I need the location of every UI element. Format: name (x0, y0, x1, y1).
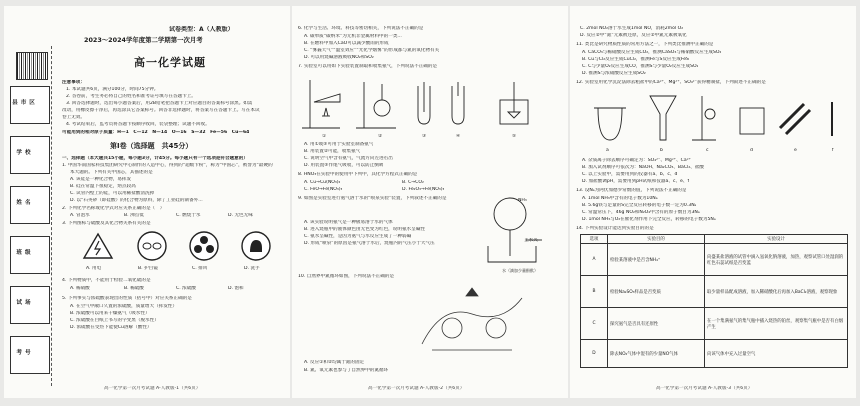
table-cell-goal: 除去NO₂气体中混有的少量NO气体 (608, 340, 705, 368)
strip-label-name: 姓名 (16, 200, 34, 206)
apparatus-label-3: ③ (422, 134, 427, 139)
q9-option-c: C. 氨水呈碱性，是因为氨气与水反应生成了一种弱碱 (304, 234, 412, 239)
table-row (581, 340, 848, 368)
table-cell-option: D (581, 340, 608, 368)
q2-option-a: A. 冒泡水 (70, 213, 90, 218)
fountain-label-clamp: 止水夹 (524, 238, 538, 243)
exam-page-2 (292, 6, 568, 398)
fountain-label-nh3: NH₃ (518, 198, 527, 203)
q3-option-c: C. 排风 (192, 266, 208, 271)
atomic-masses: 可能用到的相对原子质量：H—1 C—12 N—14 O—16 S—32 Fe—56 Cu—64 (62, 130, 250, 135)
note-3: 3. 回答选择题时，选出每小题答案后，用2B铅笔把答题卡上对应题目的答案标号涂黑。如需 (66, 101, 253, 106)
q6-option-b: B. 在燃料中加入CaO可以减少酸雨的形成 (304, 41, 389, 46)
table-cell-design: 向盛某盐溶液的试管中滴入氢氧化钠溶液，加热，观察试管口处湿润的红色石蕊试纸是否变蓝 (705, 244, 848, 276)
q1-option-a: A. 该硅是一种化合物，易挥发 (70, 177, 132, 182)
note-5: 卷上无效。 (62, 115, 85, 120)
table-cell-design: 向该气体中充入过量空气 (705, 340, 848, 368)
q12-option-b: B. 加入试剂顺序可依次为：NaOH、Na₂CO₃、BaCl₂、盐酸 (582, 165, 704, 170)
table-row (581, 308, 848, 340)
q9-text: 9. 如图是实验室进行氨气溶于水的“喷泉实验”装置，下列叙述不正确的是 (298, 196, 447, 201)
note-1: 1. 本试题共6页，满分100分，时间75分钟。 (66, 87, 159, 92)
q13-option-b: B. 5.6g铁与足量的S完全反应转移的电子数一定为0.3Nₐ (582, 203, 697, 208)
instrument-label-b: b (660, 148, 663, 153)
q10-option-a: A. 反应①和②均属于氮的固定 (304, 360, 365, 365)
exam-page-1 (4, 6, 290, 398)
table-cell-goal: 探究氨气是否具有还原性 (608, 308, 705, 340)
q13-option-c: C. 常温常压下，46g NO₂和N₂O₄中含有的原子数目为3Nₐ (582, 210, 700, 215)
ammonia-apparatus-diagram (300, 72, 562, 132)
notes-header: 注意事项： (62, 80, 85, 85)
q10-option-c: C. 2mol NO₂溶于水生成1mol NO，消耗2mol O₂ (580, 26, 684, 31)
q11-option-a: A. CaCO₃与稀硝酸反应生成CO₂，推测CaSO₃与稀硝酸反应生成SO₂ (582, 50, 722, 55)
q5-option-d: D. 浓硫酸在受热下能使Cu溶解（酸性） (70, 325, 152, 330)
q10-option-d: D. 反应②中“氮”元素被还原，反应②中氮元素被氧化 (580, 33, 687, 38)
q7-text: 7. 实验室可以用如下实验装置制取和收集氨气，下列说法不正确的是 (298, 64, 438, 69)
strip-label-number: 考号 (16, 350, 34, 356)
strip-label-school: 学校 (16, 150, 34, 156)
school-year: 2023～2024学年度第二学期第一次月考 (84, 36, 203, 44)
q1-option-c: C. 试管内壁上的硅，可以用稀盐酸清洗掉 (70, 191, 155, 196)
q4-option-a: A. 稀硝酸 (70, 286, 90, 291)
page-title: 高一化学试题 (134, 56, 206, 69)
strip-label-room: 试场 (16, 300, 34, 306)
q9-option-a: A. 该实验说明氨气是一种极易溶于水的气体 (304, 220, 393, 225)
table-row (581, 276, 848, 308)
binding-strip (6, 46, 54, 386)
q12-option-a: A. 杂质离子除去顺序可确定为：SO₄²⁻、Mg²⁺、Ca²⁺ (582, 158, 691, 163)
apparatus-label-1: ① (322, 134, 327, 139)
nitrogen-cycle-diagram (412, 284, 532, 356)
q6-option-c: C. “雾霾天气”“温室效应”“光化学烟雾”的形成都与氮的氧化物有关 (304, 48, 440, 53)
q4-option-c: C. 浓硫酸 (176, 286, 196, 291)
instrument-label-e: e (794, 148, 797, 153)
table-header: 实验目的 (608, 235, 705, 244)
q9-option-d: D. 形成“喷泉”的原因是氨气溶于水后，烧瓶内的气压小于大气压 (304, 241, 435, 246)
q13-text: 13. 设Nₐ为阿伏加德罗常数的值，下列说法不正确的是 (576, 188, 687, 193)
section-intro: 一、选择题（本大题共15小题，每小题3分，计45分。每小题只有一个选项是符合题意的） (62, 156, 248, 161)
q8-option-d: D. Fe₂O₃→Fe(NO₃)₃ (402, 187, 445, 192)
q10-text: 10. 自然界中氮循环如图，下列说法不正确的是 (298, 274, 395, 279)
apparatus-label-4: ④ (456, 134, 461, 139)
lab-instruments-diagram (580, 88, 850, 146)
q3-option-d: D. 洗手 (244, 266, 260, 271)
table-cell-goal: 检验某溶液中是否含NH₄⁺ (608, 244, 705, 276)
q13-option-a: A. 1mol NH₃中含有的电子数为10Nₐ (582, 196, 658, 201)
q3-text: 3. 下列图标与硫酸及其化合物关系有关的是 (62, 221, 151, 226)
table-cell-option: A (581, 244, 608, 276)
q12-option-c: C. 以上实验中，需要用到的仪器有a、b、c、d (582, 172, 678, 177)
q2-option-b: B. 沸点低 (124, 213, 144, 218)
fountain-label-water: 水（滴加少量酚酞） (502, 268, 538, 273)
q2-option-d: D. 无色无味 (228, 213, 253, 218)
q11-option-b: B. Cu与Cl₂反应生成CuCl₂，推测Fe与S反应生成FeS (582, 57, 689, 62)
q4-option-b: B. 稀硫酸 (124, 286, 144, 291)
q3-option-b: B. 护目镜 (138, 266, 158, 271)
q9-option-b: B. 进入烧瓶中的液体颜色由无色变为红色，说明氨水呈碱性 (304, 227, 425, 232)
table-cell-design: 在一个集满氨气的集气瓶中插入烧热的铂丝，观察集气瓶中是否有白烟产生 (705, 308, 848, 340)
q10-option-b: B. 氮、氧元素也参与了自然界中的氮循环 (304, 368, 389, 373)
table-header-row (581, 235, 848, 244)
q12-text: 12. 实验室用化学沉淀法除去粗盐中的Ca²⁺、Mg²⁺、SO₄²⁻获得精制盐，下列叙述不正确的是 (576, 80, 766, 85)
apparatus-label-5: ⑤ (512, 134, 517, 139)
strip-label-class: 班级 (16, 250, 34, 256)
table-header: 选项 (581, 235, 608, 244)
instrument-label-d: d (750, 148, 753, 153)
q12-option-d: D. 加盐酸调pH，需要用到pH试纸和仪器a、c、e、f (582, 179, 690, 184)
q4-option-d: D. 饱和 (228, 286, 244, 291)
note-2: 2. 答卷前，考生务必将自己的姓名和准考证号填写在答题卡上。 (66, 94, 196, 99)
q4-text: 4. 下列物质中，不能用于检验二氧化硫的是 (62, 278, 151, 283)
exam-page-3 (570, 6, 856, 398)
q11-option-c: C. C与少量O₂反应生成CO，推测S与少量O₂反应生成SO₂ (582, 64, 699, 69)
electric-hazard-icon (82, 232, 114, 260)
instrument-label-f: f (832, 148, 834, 153)
q1-option-b: B. 硅在常温下很稳定，熔点较高 (70, 184, 136, 189)
q8-option-c: C. FeO→Fe(NO₃)₃ (304, 187, 343, 192)
goggles-icon (136, 230, 168, 262)
q7-option-c: C. 说明空气中含有氨气，气流方向左进右出 (304, 156, 393, 161)
exam-type: 试卷类型：A（人教版） (169, 26, 234, 33)
table-header: 实验设计 (705, 235, 848, 244)
section-title: 第Ⅰ卷（选择题 共45分） (110, 142, 193, 150)
q13-option-d: D. 1mol NH₃与O₂在催化剂作用下完全反应，转移的电子数为5Nₐ (582, 217, 716, 222)
q8-option-a: A. Cu→Cu(NO₃)₂ (304, 180, 341, 185)
table-row (581, 244, 848, 276)
q3-option-a: A. 用电 (86, 266, 102, 271)
q14-text: 14. 下列实验设计能达到实验目的的是 (576, 226, 654, 231)
q1-text-2: 本大题的。下列有关中国芯，其描述的是 (70, 170, 153, 175)
page-footer: 高一化学第一次月考试题 A-人教版-3（共6页） (656, 386, 753, 391)
q1-option-d: D. 以“石英砂（即硅酸）的化合物为原料，除了工业硅的制备外... (70, 198, 203, 203)
strip-label-county: 县市区 (12, 100, 38, 106)
apparatus-label-2: ② (378, 134, 383, 139)
q14-table (580, 234, 848, 368)
q7-option-a: A. 用①或⑤可用于实验室制备氨气 (304, 142, 374, 147)
q6-option-a: A. 碳单质“碳纳米”为无机非金属材料中的一类... (304, 34, 402, 39)
table-cell-design: 取少量样品配成溶液，加入稀硝酸化后再加入BaCl₂溶液，观察现象 (705, 276, 848, 308)
page-footer: 高一化学第一次月考试题 A-人教版-1（共6页） (104, 386, 201, 391)
instrument-label-a: a (606, 148, 609, 153)
q5-option-b: B. 浓硫酸可以用来干燥氨气（吸水性） (70, 311, 150, 316)
q6-text: 6. 化学与生活、环境、科技等密切相关，下列说法不正确的是 (298, 26, 424, 31)
q5-text: 5. 下列事实与浓硫酸表现出的性质（括号中）对应关系正确的是 (62, 296, 192, 301)
barcode-area (16, 52, 48, 80)
instrument-label-c: c (706, 148, 709, 153)
table-cell-goal: 检验Na₂SO₃样品是否变质 (608, 276, 705, 308)
page-footer: 高一化学第一次月考试题 A-人教版-2（共6页） (368, 386, 465, 391)
q5-option-c: C. 浓硫酸在白纸上书写的字变黑（脱水性） (70, 318, 159, 323)
q2-option-c: C. 燃烧于水 (176, 213, 201, 218)
q2-text: 2. 下列化学名称或化学式对应关系正确的是（ ） (62, 206, 165, 211)
q1-text: 1. 中国华南国家科技集团研究中心制作的人造中心，得到的“超级卡粉”，称为“中国芯”，被誉为“最硬的 (62, 163, 273, 168)
q8-option-b: B. C→CO₂ (402, 180, 424, 185)
q7-option-d: D. 用装置⑤作尾气吸收，可以防止倒吸 (304, 163, 384, 168)
note-6: 4. 考试结束后，监考员将答题卡按顺序收回，装袋整理；试题不回收。 (66, 122, 210, 127)
q5-option-a: A. 在空气中敞口久置的浓硫酸，质量增大（挥发性） (70, 304, 178, 309)
note-4: 改动，用橡皮擦干净后，再选涂其它答案标号。回答非选择题时，将答案写在答题卡上。写在本试 (62, 108, 260, 113)
q7-option-b: B. 用装置②可能，收集氨气 (304, 149, 361, 154)
q11-option-d: D. 推测S与浓硝酸反应生成SO₂ (582, 71, 646, 76)
table-cell-option: C (581, 308, 608, 340)
q6-option-d: D. 可以用烧碱溶液吸收NO₂和SO₂ (304, 55, 374, 60)
q11-text: 11. 类比是研究物质性质的常用方法之一，下列类比推测中正确的是 (576, 42, 714, 47)
hand-wash-icon (240, 230, 272, 262)
q8-text: 8. HNO₃在实验中的使用中下列中，其化学方程式正确的是 (298, 172, 418, 177)
ventilation-icon (188, 230, 220, 262)
table-cell-option: B (581, 276, 608, 308)
